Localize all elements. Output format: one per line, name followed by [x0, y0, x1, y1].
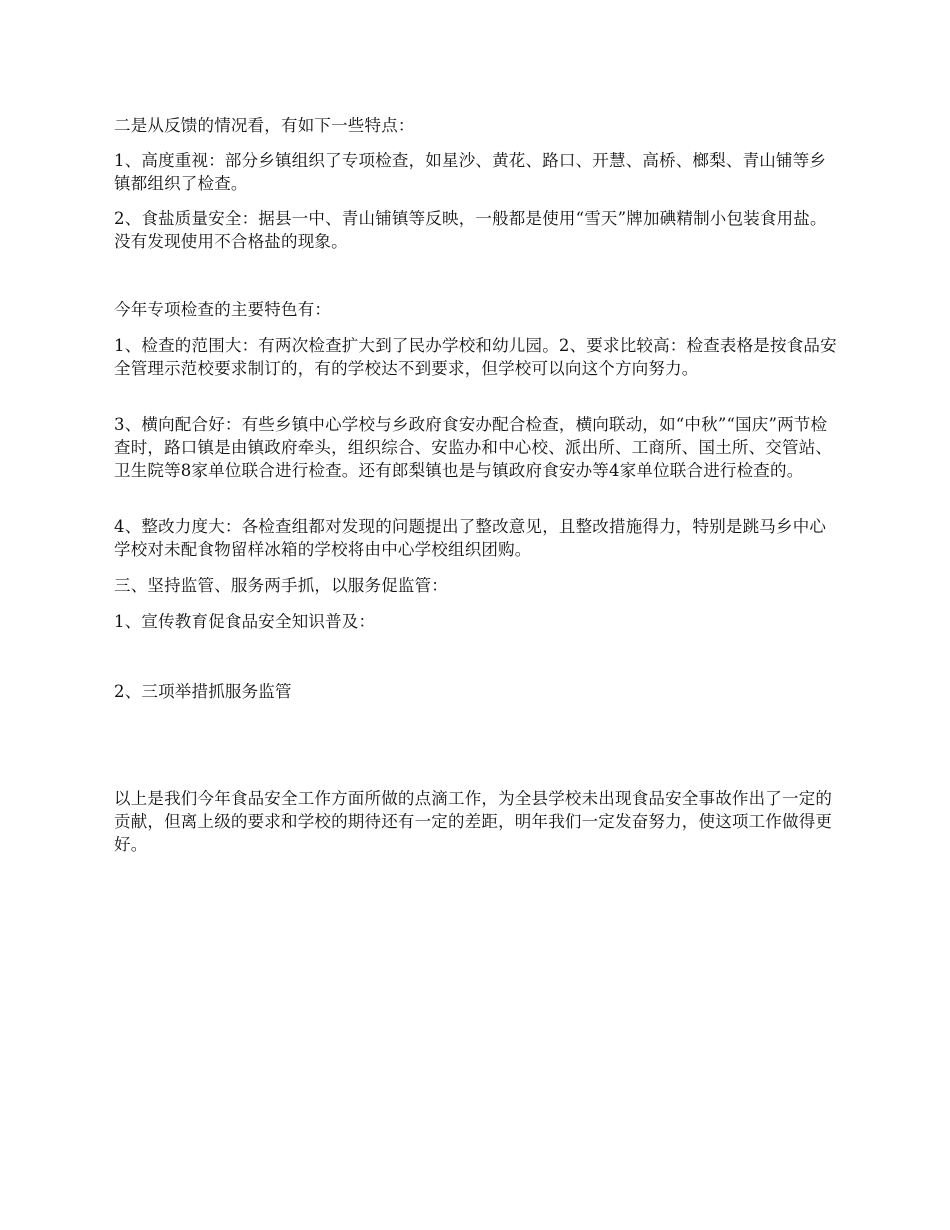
paragraph-publicity-education: 1、宣传教育促食品安全知识普及：	[114, 612, 376, 631]
paragraph-feedback-intro: 二是从反馈的情况看，有如下一些特点：	[114, 116, 415, 135]
paragraph-section-three-heading: 三、坚持监管、服务两手抓，以服务促监管：	[114, 576, 448, 595]
paragraph-high-attention: 1、高度重视：部分乡镇组织了专项检查，如星沙、黄花、路口、开慧、高桥、榔梨、青山铺等乡镇都组织了检查。	[114, 151, 827, 193]
paragraph-inspection-scope: 1、检查的范围大：有两次检查扩大到了民办学校和幼儿园。2、要求比较高：检查表格是按食品安全管理示范校要求制订的，有的学校达不到要求，但学校可以向这个方向努力。	[114, 336, 837, 378]
paragraph-special-features-heading: 今年专项检查的主要特色有：	[114, 300, 332, 319]
paragraph-rectification: 4、整改力度大：各检查组都对发现的问题提出了整改意见，且整改措施得力，特别是跳马乡中心学校对未配食物留样冰箱的学校将由中心学校组织团购。	[114, 517, 827, 559]
paragraph-three-measures: 2、三项举措抓服务监管	[114, 682, 292, 701]
paragraph-horizontal-cooperation: 3、横向配合好：有些乡镇中心学校与乡政府食安办配合检查，横向联动，如“中秋”“国庆”两节检查时，路口镇是由镇政府牵头，组织综合、安监办和中心校、派出所、工商所、国土所、交管站、卫生院等8家单位联合进行检查。还有郎梨镇也是与镇政府食安办等4家单位联合进行检查的。	[114, 415, 833, 480]
paragraph-conclusion: 以上是我们今年食品安全工作方面所做的点滴工作，为全县学校未出现食品安全事故作出了一定的贡献，但离上级的要求和学校的期待还有一定的差距，明年我们一定发奋努力，使这项工作做得更好。	[114, 789, 833, 854]
paragraph-salt-quality: 2、食盐质量安全：据县一中、青山铺镇等反映，一般都是使用“雪天”牌加碘精制小包装食用盐。没有发现使用不合格盐的现象。	[114, 209, 827, 251]
